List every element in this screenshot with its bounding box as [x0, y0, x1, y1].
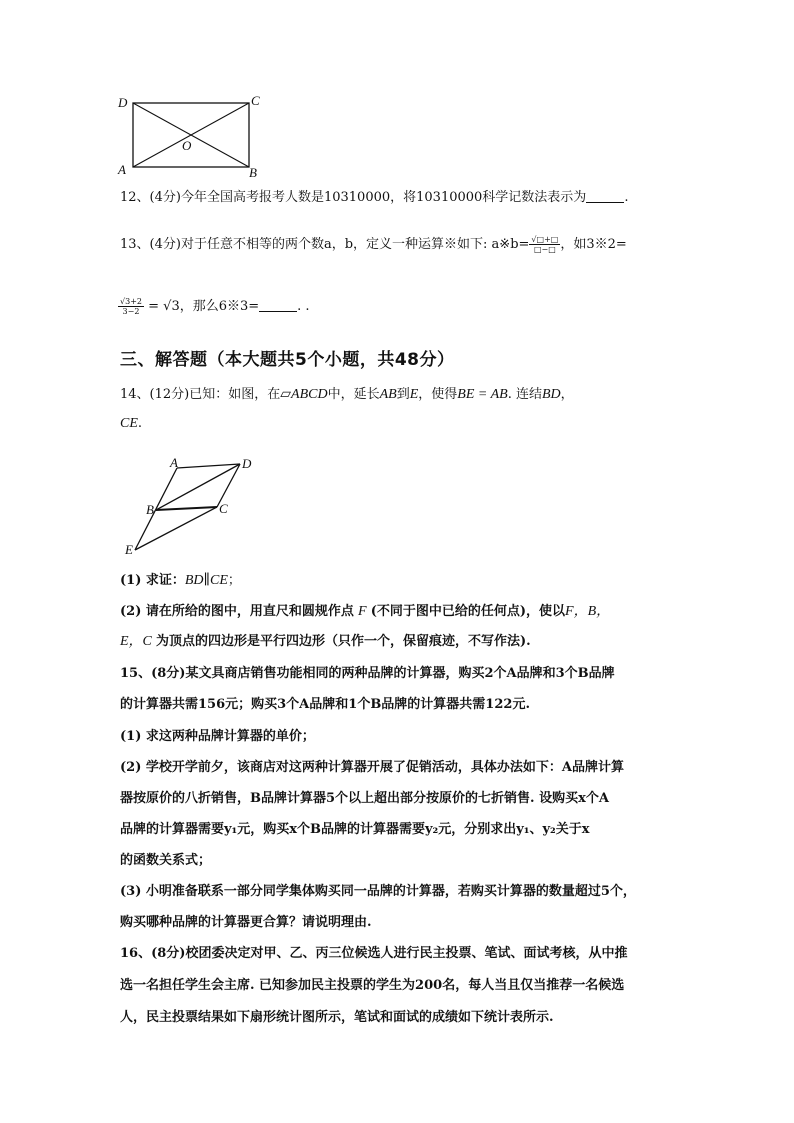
label-a: A — [118, 162, 126, 177]
q15-sub2-l4: 的函数关系式； — [120, 853, 212, 868]
q14-ce: CE — [120, 416, 138, 431]
q13-text-c: ，那么6※3= — [179, 299, 260, 314]
q15-sub2-l3: 品牌的计算器需要y₁元，购买x个B品牌的计算器需要y₂元，分别求出y₁、y₂关于x — [120, 822, 590, 837]
label-a: A — [170, 455, 178, 470]
question-15 — [120, 666, 615, 682]
side-bc — [156, 507, 217, 510]
label-c: C — [251, 93, 260, 108]
section-3-title: 三、解答题（本大题共5个小题，共48分） — [120, 350, 455, 370]
q13-answer-blank[interactable] — [259, 299, 297, 312]
q14-sub1-end: ； — [227, 573, 241, 588]
q14-text: 已知：如图，在 — [189, 387, 281, 402]
q14-comma: ， — [560, 387, 574, 402]
q15-sub2-l2: 器按原价的八折销售，B品牌计算器5个以上超出部分按原价的七折销售. 设购买x个A — [120, 791, 609, 806]
question-12 — [120, 190, 628, 206]
q14-sub2-vert1: F，B， — [565, 604, 611, 619]
rectangle-figure — [112, 88, 272, 180]
q14-eq: BE = AB — [457, 387, 508, 402]
label-d: D — [118, 95, 128, 110]
q14-e: E — [409, 387, 419, 402]
q12-end: . — [624, 190, 629, 205]
q15-sub3-l1: (3) 小明准备联系一部分同学集体购买同一品牌的计算器，若购买计算器的数量超过5个， — [120, 884, 636, 899]
q14-sub2-text-a: (2) 请在所给的图中，用直尺和圆规作点 — [120, 604, 354, 619]
q16-line1: 校团委决定对甲、乙、丙三位候选人进行民主投票、笔试、面试考核，从中推 — [185, 946, 628, 961]
q14-bd: BD — [541, 387, 561, 402]
q15-number: 15、(8分) — [120, 666, 186, 681]
q13-text-b: ，如3※2= — [560, 237, 627, 252]
label-d: D — [242, 456, 252, 471]
q14-to: 到 — [396, 387, 410, 402]
q14-sub2-f: F — [358, 604, 367, 619]
parallelogram-figure — [122, 455, 262, 559]
q14-sub2-text-c: 为顶点的四边形是平行四边形（只作一个，保留痕迹，不写作法). — [156, 634, 531, 649]
q16-line2: 选一名担任学生会主席. 已知参加民主投票的学生为200名，每人当且仅当推荐一名候选 — [120, 978, 625, 993]
label-c: C — [219, 501, 228, 516]
q14-sub1-expr: BD∥CE — [184, 573, 228, 588]
q13-text-a: 对于任意不相等的两个数a，b，定义一种运算※如下: a※b= — [180, 237, 530, 252]
q16-line3: 人，民主投票结果如下扇形统计图所示，笔试和面试的成绩如下统计表所示. — [120, 1010, 554, 1025]
question-14 — [120, 387, 574, 403]
q12-answer-blank[interactable] — [586, 190, 624, 203]
q13-number: 13、(4分) — [120, 237, 181, 252]
q14-number: 14、(12分) — [120, 387, 190, 402]
q15-sub1: (1) 求这两种品牌计算器的单价； — [120, 729, 315, 744]
label-b: B — [146, 502, 154, 517]
q14-so: ，使得 — [418, 387, 458, 402]
question-13-cont — [118, 297, 310, 316]
q13-example-sqrt: √3 — [163, 299, 180, 314]
q15-line1: 某文具商店销售功能相同的两种品牌的计算器，购买2个A品牌和3个B品牌 — [185, 666, 615, 681]
question-14-line2 — [120, 416, 142, 432]
q15-sub3-l2: 购买哪种品牌的计算器更合算？请说明理由. — [120, 915, 372, 930]
q15-line2: 的计算器共需156元；购买3个A品牌和1个B品牌的计算器共需122元. — [120, 697, 530, 712]
q15-sub2-l1: (2) 学校开学前夕，该商店对这两种计算器开展了促销活动，具体办法如下：A品牌计算 — [120, 760, 624, 775]
q13-example-fraction: $\frac{√3+2}{3-2}$ — [120, 297, 142, 316]
q14-sub1 — [120, 573, 241, 589]
q14-sub2-vert2: E，C — [120, 634, 152, 649]
label-e: E — [125, 542, 133, 557]
q14-sub2 — [120, 604, 610, 620]
q13-definition-fraction: $\frac{√□+□}{□-□}$ — [531, 235, 559, 254]
label-b: B — [249, 165, 257, 180]
q12-text: 今年全国高考报考人数是10310000，将10310000科学记数法表示为 — [180, 190, 587, 205]
q13-example-eq: = — [148, 299, 160, 314]
q14-abcd: ▱ABCD — [280, 387, 328, 402]
q14-sub2-line2 — [120, 634, 531, 650]
q14-ab: AB — [379, 387, 397, 402]
label-o: O — [182, 138, 192, 153]
question-13 — [120, 235, 627, 254]
q13-end: . . — [297, 299, 310, 314]
q12-number: 12、(4分) — [120, 190, 181, 205]
q14-sub1-text: (1) 求证： — [120, 573, 185, 588]
q14-connect: . 连结 — [507, 387, 542, 402]
question-16 — [120, 946, 627, 962]
q14-text-b: 中，延长 — [327, 387, 380, 402]
side-ad — [177, 464, 240, 468]
q14-period: . — [137, 416, 143, 431]
q16-number: 16、(8分) — [120, 946, 186, 961]
q14-sub2-text-b: (不同于图中已给的任何点)，使以 — [370, 604, 566, 619]
